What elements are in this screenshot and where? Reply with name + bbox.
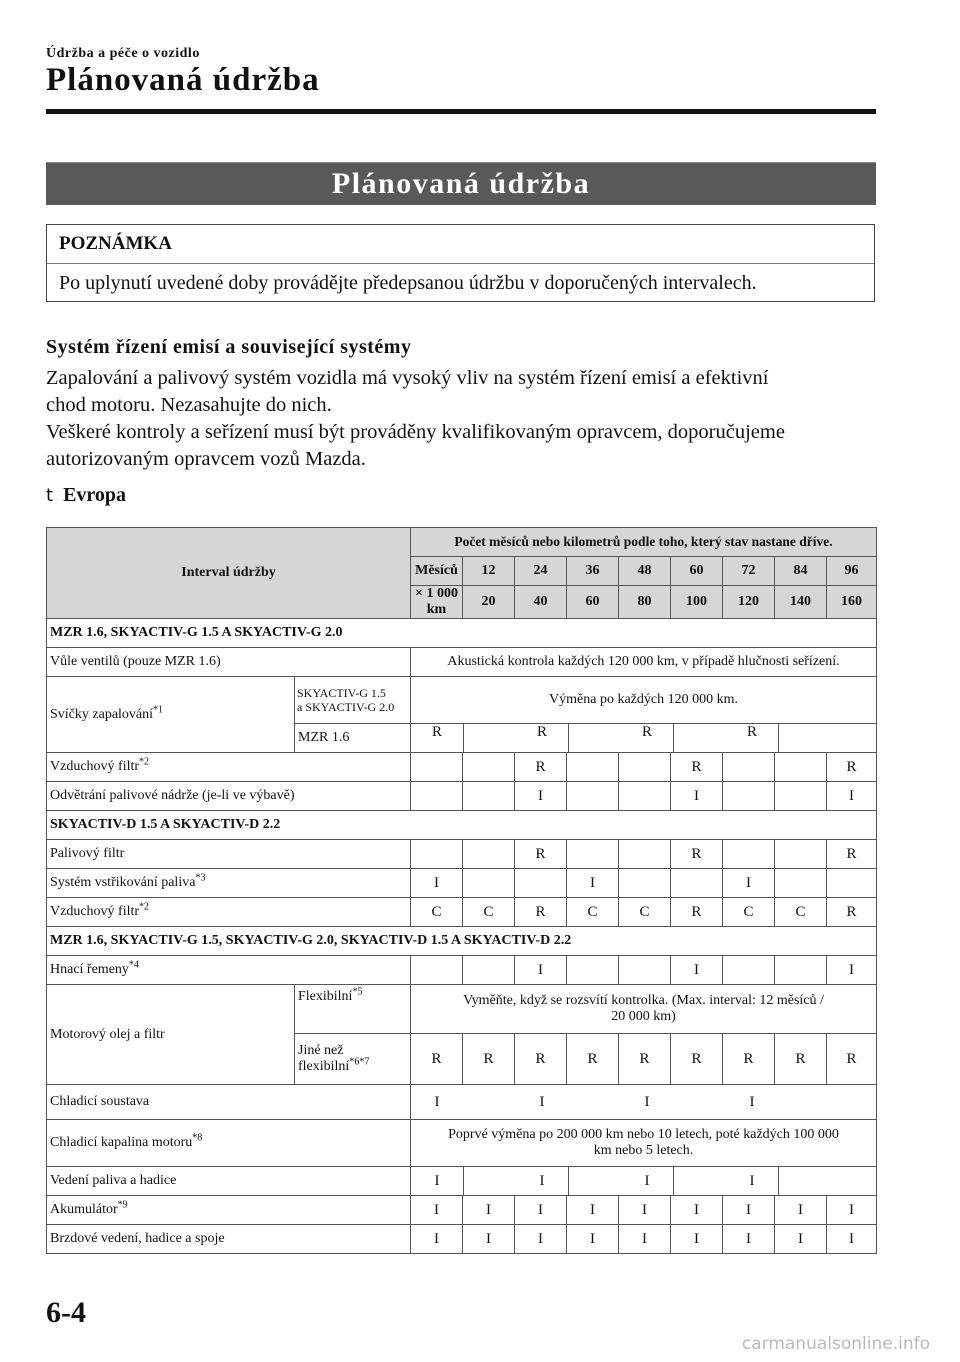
value-cell: I — [411, 1225, 463, 1254]
value-cell: I — [567, 869, 619, 898]
value-cell — [775, 840, 827, 869]
table-row — [47, 956, 877, 985]
value-cell — [619, 753, 671, 782]
value-cell: I — [411, 869, 463, 898]
table-row — [47, 677, 877, 724]
value-cell: I — [539, 1173, 545, 1189]
value-cell: R — [619, 1034, 671, 1085]
value-cell: I — [671, 1225, 723, 1254]
value-cell — [778, 1167, 831, 1195]
value-cell: I — [515, 1225, 567, 1254]
value-cell: R — [567, 1034, 619, 1085]
row-label: Akumulátor$^{*9}$ — [47, 1196, 411, 1225]
value-cell: R — [515, 840, 567, 869]
interval-header: Interval údržby — [47, 528, 411, 619]
value-cell — [411, 782, 463, 811]
value-cell — [567, 956, 619, 985]
table-row — [47, 1196, 877, 1225]
value-cell: I — [775, 1225, 827, 1254]
value-cell — [723, 956, 775, 985]
row-label: Hnací řemeny$^{*4}$ — [47, 956, 411, 985]
group-heading: MZR 1.6, SKYACTIV-G 1.5, SKYACTIV-G 2.0, SKYACTIV-D 1.5 A SKYACTIV-D 2.2 — [47, 927, 877, 956]
table-row — [47, 1167, 877, 1196]
value-cell — [411, 956, 463, 985]
value-cell — [619, 869, 671, 898]
value-cell — [463, 956, 515, 985]
row-label: Vzduchový filtr$^{*2}$ — [47, 898, 411, 927]
intro-paragraph — [46, 365, 886, 473]
value-cell: R — [515, 898, 567, 927]
value-cell: C — [723, 898, 775, 927]
value-cell: R — [671, 898, 723, 927]
value-cell: R — [746, 724, 757, 740]
km-cell: 140 — [775, 586, 827, 619]
row-label: Svíčky zapalování$^{*1}$ — [47, 677, 295, 753]
row-values — [411, 1085, 877, 1120]
row-label: Motorový olej a filtr — [47, 985, 295, 1085]
region-label: Evropa — [63, 484, 127, 506]
value-cell: I — [619, 1225, 671, 1254]
month-cell: 60 — [671, 557, 723, 586]
value-cell: I — [434, 1173, 440, 1189]
region-heading — [46, 484, 126, 507]
value-cell: I — [644, 1173, 650, 1189]
row-values — [411, 724, 877, 753]
value-cell — [775, 753, 827, 782]
page-number: 6-4 — [46, 1296, 86, 1329]
header-row — [47, 528, 877, 557]
value-cell: C — [463, 898, 515, 927]
row-label: Brzdové vedení, hadice a spoje — [47, 1225, 411, 1254]
value-cell: R — [463, 1034, 515, 1085]
value-cell: I — [567, 1196, 619, 1225]
value-cell — [567, 753, 619, 782]
value-cell: I — [619, 1196, 671, 1225]
value-cell: I — [827, 1225, 877, 1254]
group-row — [47, 619, 877, 648]
month-cell: 12 — [463, 557, 515, 586]
value-cell: I — [827, 1196, 877, 1225]
value-cell: R — [641, 724, 652, 740]
value-cell: C — [775, 898, 827, 927]
value-cell — [775, 956, 827, 985]
value-cell — [619, 956, 671, 985]
km-cell: 80 — [619, 586, 671, 619]
value-cell — [673, 1167, 726, 1195]
value-cell: R — [671, 840, 723, 869]
value-cell — [723, 753, 775, 782]
value-cell: I — [723, 1225, 775, 1254]
group-heading: MZR 1.6, SKYACTIV-G 1.5 A SKYACTIV-G 2.0 — [47, 619, 877, 648]
value-cell — [411, 840, 463, 869]
section-title: Plánovaná údržba — [46, 62, 320, 98]
value-cell: R — [827, 753, 877, 782]
value-cell: I — [411, 1196, 463, 1225]
section-label: Údržba a péče o vozidlo — [46, 46, 200, 61]
row-label: Odvětrání palivové nádrže (je-li ve výbavě) — [47, 782, 411, 811]
table-row — [47, 869, 877, 898]
intro-line: chod motoru. Nezasahujte do nich. — [46, 394, 332, 416]
table-row — [47, 898, 877, 927]
table-row — [47, 782, 877, 811]
row-sublabel: Jiné než flexibilní$^{*6*7}$ — [295, 1034, 411, 1085]
value-cell: R — [536, 724, 547, 740]
note-box — [46, 224, 875, 302]
value-cell: I — [434, 1094, 440, 1110]
value-cell: I — [644, 1094, 650, 1110]
month-cell: 24 — [515, 557, 567, 586]
value-cell — [463, 782, 515, 811]
value-cell — [568, 724, 621, 752]
row-sublabel: MZR 1.6 — [295, 724, 411, 753]
row-label: Vzduchový filtr$^{*2}$ — [47, 753, 411, 782]
row-label: Vedení paliva a hadice — [47, 1167, 411, 1196]
value-cell: I — [749, 1094, 755, 1110]
value-cell — [827, 869, 877, 898]
value-cell: C — [619, 898, 671, 927]
intro-line: autorizovaným opravcem vozů Mazda. — [46, 448, 366, 470]
km-cell: 160 — [827, 586, 877, 619]
note-title: POZNÁMKA — [47, 225, 874, 264]
value-cell — [775, 869, 827, 898]
row-values — [411, 1167, 877, 1196]
value-cell: I — [671, 956, 723, 985]
emissions-heading: Systém řízení emisí a související systémy — [46, 336, 412, 358]
value-cell — [567, 782, 619, 811]
value-cell — [619, 782, 671, 811]
month-cell: 84 — [775, 557, 827, 586]
km-cell: 40 — [515, 586, 567, 619]
row-condition: Vyměňte, když se rozsvítí kontrolka. (Max. interval: 12 měsíců / 20 000 km) — [411, 985, 877, 1034]
value-cell: I — [671, 782, 723, 811]
value-cell: I — [671, 1196, 723, 1225]
table-row — [47, 840, 877, 869]
row-condition: Výměna po každých 120 000 km. — [411, 677, 877, 724]
value-cell: I — [515, 782, 567, 811]
table-row — [47, 648, 877, 677]
value-cell: C — [411, 898, 463, 927]
value-cell: I — [567, 1225, 619, 1254]
value-cell: R — [827, 840, 877, 869]
group-row — [47, 811, 877, 840]
value-cell: R — [671, 753, 723, 782]
intro-line: Zapalování a palivový systém vozidla má vysoký vliv na systém řízení emisí a efektivní — [46, 367, 769, 389]
row-label: Systém vstřikování paliva$^{*3}$ — [47, 869, 411, 898]
page-banner: Plánovaná údržba — [46, 162, 876, 205]
note-text: Po uplynutí uvedené doby provádějte předepsanou údržbu v doporučených intervalech. — [59, 272, 757, 294]
value-cell — [567, 840, 619, 869]
value-cell — [778, 724, 831, 752]
months-label: Měsíců — [411, 557, 463, 586]
row-condition: Akustická kontrola každých 120 000 km, v případě hlučnosti seřízení. — [411, 648, 877, 677]
value-cell: R — [515, 1034, 567, 1085]
km-cell: 60 — [567, 586, 619, 619]
km-cell: 20 — [463, 586, 515, 619]
value-cell — [463, 869, 515, 898]
row-sublabel: Flexibilní$^{*5}$ — [295, 985, 411, 1034]
value-cell: R — [775, 1034, 827, 1085]
intro-line: Veškeré kontroly a seřízení musí být prováděny kvalifikovaným opravcem, doporučujeme — [46, 421, 785, 443]
value-cell — [671, 869, 723, 898]
maintenance-table — [46, 527, 877, 1254]
km-cell: 120 — [723, 586, 775, 619]
value-cell: I — [463, 1225, 515, 1254]
value-cell: I — [515, 956, 567, 985]
value-cell: R — [723, 1034, 775, 1085]
value-cell — [515, 869, 567, 898]
table-row — [47, 1120, 877, 1167]
value-cell: I — [827, 782, 877, 811]
km-label: × 1 000 km — [411, 586, 463, 619]
row-label: Vůle ventilů (pouze MZR 1.6) — [47, 648, 411, 677]
value-cell: R — [671, 1034, 723, 1085]
month-cell: 36 — [567, 557, 619, 586]
bullet-icon: t — [46, 485, 54, 506]
month-cell: 72 — [723, 557, 775, 586]
value-cell — [673, 724, 726, 752]
value-cell: I — [749, 1173, 755, 1189]
value-cell — [723, 782, 775, 811]
value-cell — [723, 840, 775, 869]
value-cell: I — [515, 1196, 567, 1225]
value-cell — [619, 840, 671, 869]
row-condition: Poprvé výměna po 200 000 km nebo 10 letech, poté každých 100 000 km nebo 5 letech. — [411, 1120, 877, 1167]
value-cell — [463, 840, 515, 869]
row-label: Chladicí kapalina motoru$^{*8}$ — [47, 1120, 411, 1167]
row-label: Chladicí soustava — [47, 1085, 411, 1120]
value-cell: I — [463, 1196, 515, 1225]
value-cell: I — [775, 1196, 827, 1225]
table-row — [47, 1085, 877, 1120]
value-cell: I — [723, 869, 775, 898]
value-cell: R — [515, 753, 567, 782]
table-row — [47, 985, 877, 1034]
value-cell: R — [827, 898, 877, 927]
value-cell — [463, 753, 515, 782]
watermark: carmanualsonline.info — [741, 1334, 930, 1354]
month-cell: 48 — [619, 557, 671, 586]
value-cell — [463, 724, 516, 752]
value-cell: R — [827, 1034, 877, 1085]
value-cell — [775, 782, 827, 811]
row-label: Palivový filtr — [47, 840, 411, 869]
value-cell: R — [431, 724, 442, 740]
value-cell: R — [411, 1034, 463, 1085]
group-row — [47, 927, 877, 956]
value-cell: I — [539, 1094, 545, 1110]
row-sublabel: SKYACTIV-G 1.5 a SKYACTIV-G 2.0 — [295, 677, 411, 724]
value-cell — [568, 1167, 621, 1195]
value-cell: C — [567, 898, 619, 927]
km-cell: 100 — [671, 586, 723, 619]
value-cell: I — [827, 956, 877, 985]
table-row — [47, 753, 877, 782]
group-heading: SKYACTIV-D 1.5 A SKYACTIV-D 2.2 — [47, 811, 877, 840]
month-cell: 96 — [827, 557, 877, 586]
header-rule — [46, 109, 876, 114]
value-cell: I — [723, 1196, 775, 1225]
table-row — [47, 1225, 877, 1254]
value-cell — [463, 1167, 516, 1195]
interval-note: Počet měsíců nebo kilometrů podle toho, který stav nastane dříve. — [411, 528, 877, 557]
value-cell — [411, 753, 463, 782]
